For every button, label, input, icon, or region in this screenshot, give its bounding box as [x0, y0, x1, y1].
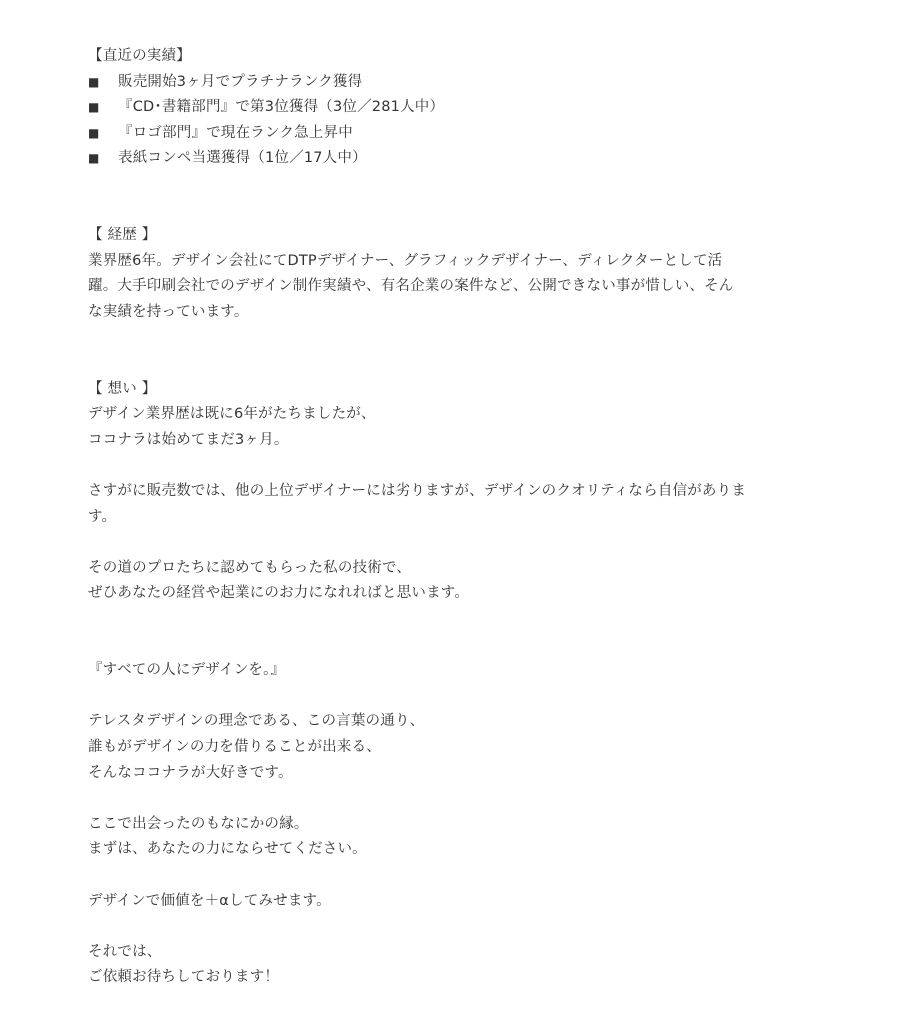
achievement-text: 表紙コンペ当選獲得（1位／17人中） — [118, 150, 367, 167]
philosophy-text: テレスタデザインの理念である、この言葉の通り、 — [88, 713, 425, 730]
square-bullet-icon: ■ — [88, 125, 100, 140]
achievement-text: 『ロゴ部門』で現在ランク急上昇中 — [118, 124, 353, 141]
achievement-item — [88, 121, 848, 147]
square-bullet-icon: ■ — [88, 74, 100, 89]
achievement-item — [88, 70, 848, 96]
philosophy-text: デザインで価値を＋αしてみせます。 — [88, 892, 331, 909]
career-body-line: な実績を持っています。 — [88, 303, 249, 320]
thoughts-heading: 【 想い 】 — [88, 380, 157, 397]
philosophy-text: ここで出会ったのもなにかの縁。 — [88, 815, 309, 832]
philosophy-text: そんなココナラが大好きです。 — [88, 764, 293, 781]
closing-text: それでは、 — [88, 943, 162, 960]
career-body-line: 業界歴6年。デザイン会社にてDTPデザイナー、グラフィックデザイナー、ディレクターとして活 — [88, 252, 723, 269]
achievement-item — [88, 146, 848, 172]
profile-document — [88, 44, 848, 991]
slogan: 『すべての人にデザインを。』 — [88, 662, 286, 679]
philosophy-text: まずは、あなたの力にならせてください。 — [88, 841, 367, 858]
thoughts-text: さすがに販売数では、他の上位デザイナーには劣りますが、デザインのクオリティなら自信がありま — [88, 483, 747, 500]
achievements-heading: 【直近の実績】 — [88, 48, 191, 64]
achievement-text: 『CD･書籍部門』で第3位獲得（3位／281人中） — [118, 99, 445, 116]
thoughts-text: デザイン業界歴は既に6年がたちましたが、 — [88, 406, 376, 423]
thoughts-text: す。 — [88, 508, 117, 525]
thoughts-text: その道のプロたちに認めてもらった私の技術で、 — [88, 559, 412, 576]
square-bullet-icon: ■ — [88, 100, 100, 115]
thoughts-text: ぜひあなたの経営や起業にのお力になれればと思います。 — [88, 585, 470, 602]
closing-text: ご依頼お待ちしております！ — [88, 969, 280, 986]
thoughts-text: ココナラは始めてまだ3ヶ月。 — [88, 431, 289, 448]
career-heading: 【 経歴 】 — [88, 227, 157, 244]
philosophy-text: 誰もがデザインの力を借りることが出来る、 — [88, 739, 381, 756]
achievement-text: 販売開始3ヶ月でプラチナランク獲得 — [118, 73, 363, 90]
square-bullet-icon: ■ — [88, 151, 100, 166]
achievement-item — [88, 95, 848, 121]
career-body-line: 躍。大手印刷会社でのデザイン制作実績や、有名企業の案件など、公開できない事が惜しい、そん — [88, 278, 734, 295]
